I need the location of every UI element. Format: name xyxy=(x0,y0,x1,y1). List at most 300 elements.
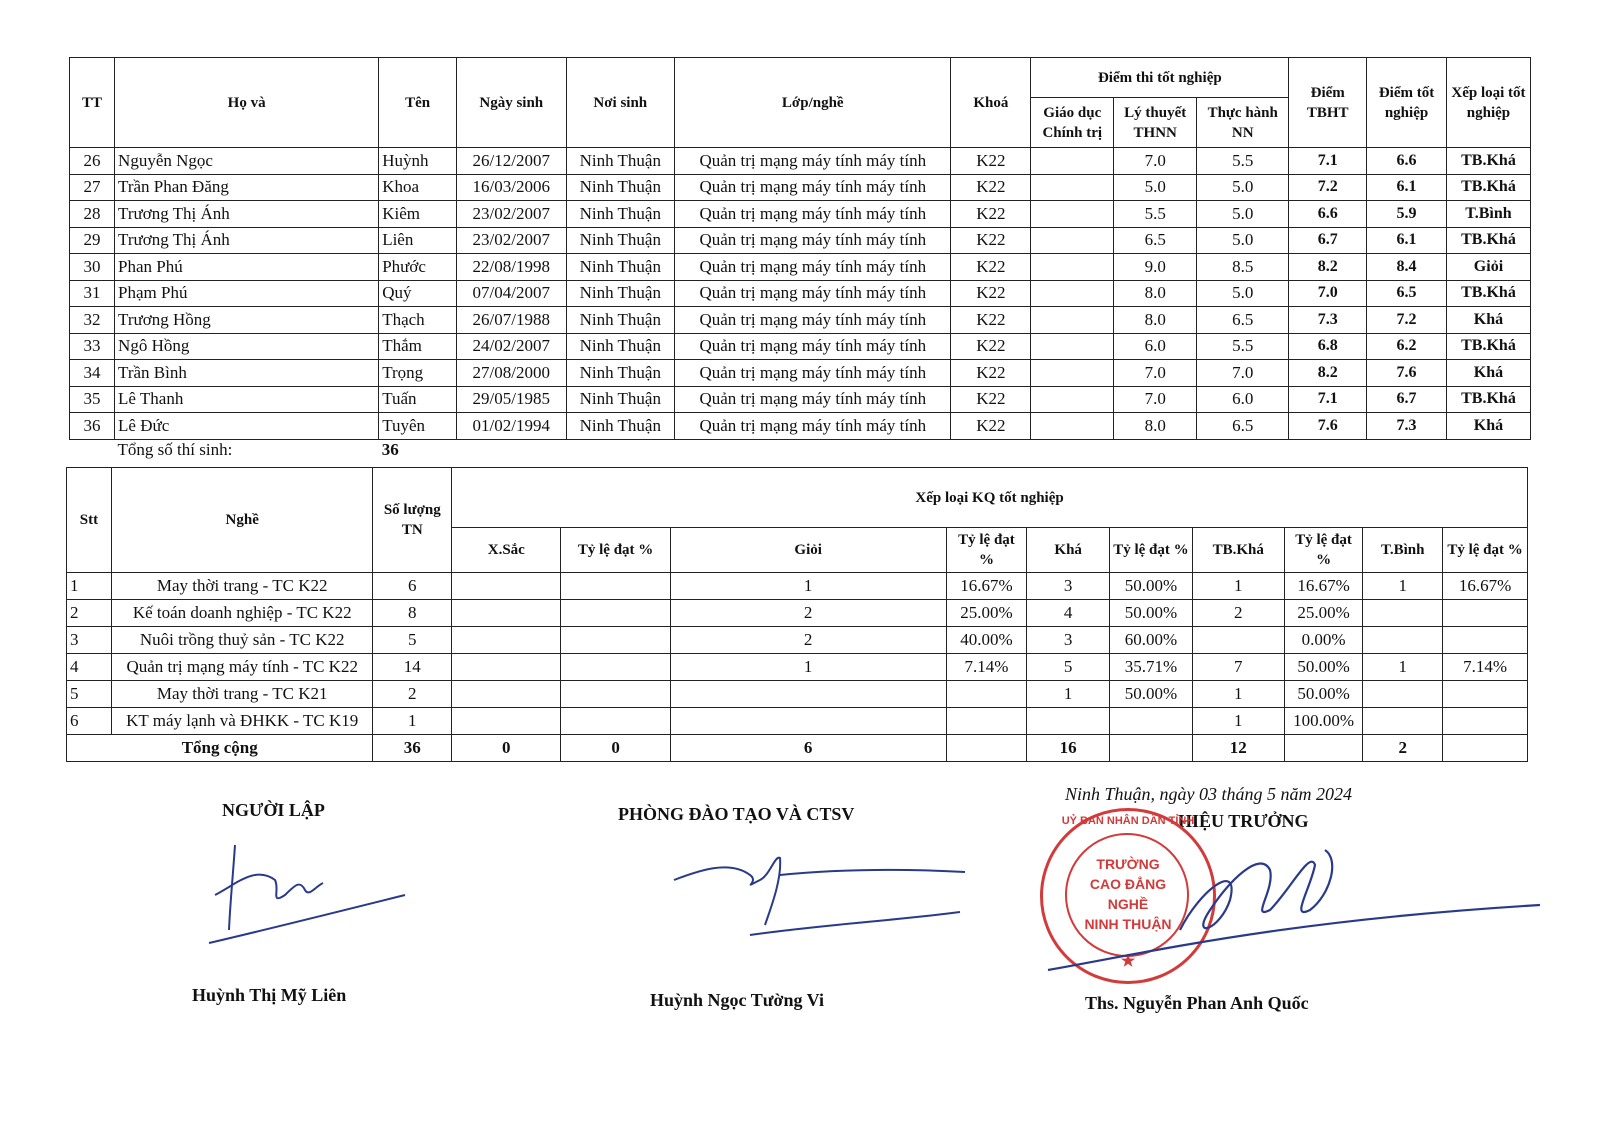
sum-row-nghe: Nuôi trồng thuỷ sản - TC K22 xyxy=(111,627,373,654)
row-lop-nghe: Quản trị mạng máy tính máy tính xyxy=(675,148,951,175)
phong-signature xyxy=(670,850,970,950)
graduation-results-table xyxy=(69,57,1531,460)
row-ho: Trần Bình xyxy=(115,360,379,387)
phong-title: PHÒNG ĐÀO TẠO VÀ CTSV xyxy=(618,804,855,824)
row-diem-tbht: 7.6 xyxy=(1289,413,1367,440)
row-ten: Phước xyxy=(379,254,457,281)
sum-row-kha: 1 xyxy=(1027,681,1110,708)
summary-row xyxy=(67,627,1528,654)
row-tt: 36 xyxy=(70,413,115,440)
sum-row-stt: 5 xyxy=(67,681,112,708)
row-ten: Trọng xyxy=(379,360,457,387)
row-thuc-hanh: 6.5 xyxy=(1197,307,1289,334)
row-noi-sinh: Ninh Thuận xyxy=(566,280,675,307)
row-khoa: K22 xyxy=(951,148,1031,175)
row-xep-loai: TB.Khá xyxy=(1446,148,1530,175)
sum-row-kha-tl: 50.00% xyxy=(1110,681,1193,708)
summary-total-tbk: 12 xyxy=(1192,735,1284,762)
row-ly-thuyet: 6.0 xyxy=(1114,333,1197,360)
row-ly-thuyet: 9.0 xyxy=(1114,254,1197,281)
sum-row-gioi-tl: 7.14% xyxy=(946,654,1027,681)
sum-row-tbk: 1 xyxy=(1192,681,1284,708)
sum-row-gioi-tl xyxy=(946,681,1027,708)
row-xep-loai: T.Bình xyxy=(1446,201,1530,228)
row-ten: Huỳnh xyxy=(379,148,457,175)
table-row xyxy=(70,333,1531,360)
sum-row-stt: 2 xyxy=(67,600,112,627)
total-row xyxy=(70,439,1531,460)
row-noi-sinh: Ninh Thuận xyxy=(566,360,675,387)
row-ngay-sinh: 26/12/2007 xyxy=(456,148,566,175)
summary-row xyxy=(67,600,1528,627)
sum-col-stt: Stt xyxy=(67,468,112,573)
row-thuc-hanh: 7.0 xyxy=(1197,360,1289,387)
sum-col-tyle-tbkha: Tỷ lệ đạt % xyxy=(1284,528,1363,573)
row-noi-sinh: Ninh Thuận xyxy=(566,333,675,360)
sum-row-kha-tl: 35.71% xyxy=(1110,654,1193,681)
summary-row xyxy=(67,708,1528,735)
sum-row-xs-tl xyxy=(561,708,670,735)
row-xep-loai: Giỏi xyxy=(1446,254,1530,281)
row-noi-sinh: Ninh Thuận xyxy=(566,148,675,175)
sum-row-nghe: Quản trị mạng máy tính - TC K22 xyxy=(111,654,373,681)
row-ly-thuyet: 7.0 xyxy=(1114,386,1197,413)
row-lop-nghe: Quản trị mạng máy tính máy tính xyxy=(675,227,951,254)
col-ly-thuyet: Lý thuyết THNN xyxy=(1114,98,1197,148)
sum-row-xs xyxy=(452,654,561,681)
row-tt: 28 xyxy=(70,201,115,228)
sum-row-tb xyxy=(1363,681,1443,708)
sum-row-stt: 4 xyxy=(67,654,112,681)
sum-col-xep-loai: Xếp loại KQ tốt nghiệp xyxy=(452,468,1528,528)
sum-row-xs-tl xyxy=(561,654,670,681)
row-gdct xyxy=(1031,333,1114,360)
row-tt: 34 xyxy=(70,360,115,387)
row-ten: Khoa xyxy=(379,174,457,201)
row-lop-nghe: Quản trị mạng máy tính máy tính xyxy=(675,386,951,413)
hieu-truong-signature xyxy=(1040,830,1550,980)
sum-col-tbinh: T.Bình xyxy=(1363,528,1443,573)
nguoi-lap-title: NGƯỜI LẬP xyxy=(222,800,325,820)
row-gdct xyxy=(1031,227,1114,254)
sum-row-xs-tl xyxy=(561,681,670,708)
sum-row-xs xyxy=(452,600,561,627)
sum-col-tyle-gioi: Tỷ lệ đạt % xyxy=(946,528,1027,573)
summary-table xyxy=(66,467,1528,762)
sum-row-xs-tl xyxy=(561,573,670,600)
sum-row-sl: 6 xyxy=(373,573,452,600)
summary-row xyxy=(67,654,1528,681)
summary-row xyxy=(67,681,1528,708)
sum-col-tyle-kha: Tỷ lệ đạt % xyxy=(1110,528,1193,573)
table-body xyxy=(70,148,1531,440)
col-thuc-hanh: Thực hành NN xyxy=(1197,98,1289,148)
row-lop-nghe: Quản trị mạng máy tính máy tính xyxy=(675,307,951,334)
sum-row-kha: 4 xyxy=(1027,600,1110,627)
row-ngay-sinh: 23/02/2007 xyxy=(456,227,566,254)
row-ten: Kiêm xyxy=(379,201,457,228)
row-tt: 32 xyxy=(70,307,115,334)
table-row xyxy=(70,360,1531,387)
table-row xyxy=(70,413,1531,440)
summary-body xyxy=(67,573,1528,735)
sum-row-sl: 2 xyxy=(373,681,452,708)
row-lop-nghe: Quản trị mạng máy tính máy tính xyxy=(675,333,951,360)
table-header xyxy=(70,58,1531,148)
col-tt: TT xyxy=(70,58,115,148)
row-diem-tn: 6.1 xyxy=(1367,174,1447,201)
summary-total-xs-tl: 0 xyxy=(561,735,670,762)
sum-row-tbk-tl: 16.67% xyxy=(1284,573,1363,600)
sum-row-gioi-tl xyxy=(946,708,1027,735)
row-ten: Tuyên xyxy=(379,413,457,440)
row-tt: 30 xyxy=(70,254,115,281)
row-xep-loai: Khá xyxy=(1446,307,1530,334)
sum-row-stt: 3 xyxy=(67,627,112,654)
sum-row-tbk-tl: 50.00% xyxy=(1284,654,1363,681)
row-xep-loai: TB.Khá xyxy=(1446,280,1530,307)
row-diem-tbht: 7.2 xyxy=(1289,174,1367,201)
sum-row-nghe: May thời trang - TC K22 xyxy=(111,573,373,600)
row-ho: Phạm Phú xyxy=(115,280,379,307)
row-diem-tn: 6.7 xyxy=(1367,386,1447,413)
hieu-truong-name: Ths. Nguyễn Phan Anh Quốc xyxy=(1085,993,1309,1013)
row-noi-sinh: Ninh Thuận xyxy=(566,413,675,440)
row-gdct xyxy=(1031,360,1114,387)
row-diem-tn: 6.5 xyxy=(1367,280,1447,307)
row-khoa: K22 xyxy=(951,227,1031,254)
row-ten: Liên xyxy=(379,227,457,254)
row-gdct xyxy=(1031,280,1114,307)
sum-row-tbk: 1 xyxy=(1192,708,1284,735)
row-tt: 26 xyxy=(70,148,115,175)
sum-row-nghe: Kế toán doanh nghiệp - TC K22 xyxy=(111,600,373,627)
sum-row-tbk-tl: 25.00% xyxy=(1284,600,1363,627)
row-diem-tbht: 7.1 xyxy=(1289,386,1367,413)
col-diem-tn: Điểm tốt nghiệp xyxy=(1367,58,1447,148)
sum-row-kha-tl xyxy=(1110,708,1193,735)
row-ngay-sinh: 26/07/1988 xyxy=(456,307,566,334)
row-noi-sinh: Ninh Thuận xyxy=(566,254,675,281)
col-ten: Tên xyxy=(379,58,457,148)
row-diem-tbht: 8.2 xyxy=(1289,360,1367,387)
row-diem-tn: 7.6 xyxy=(1367,360,1447,387)
sum-row-tb xyxy=(1363,600,1443,627)
summary-total-gioi: 6 xyxy=(670,735,946,762)
summary-row xyxy=(67,573,1528,600)
table-row xyxy=(70,148,1531,175)
sum-row-kha xyxy=(1027,708,1110,735)
row-gdct xyxy=(1031,201,1114,228)
row-xep-loai: TB.Khá xyxy=(1446,174,1530,201)
row-thuc-hanh: 5.5 xyxy=(1197,333,1289,360)
hieu-truong-title: HIỆU TRƯỞNG xyxy=(1178,811,1309,831)
sum-row-stt: 6 xyxy=(67,708,112,735)
row-lop-nghe: Quản trị mạng máy tính máy tính xyxy=(675,174,951,201)
table-row xyxy=(70,201,1531,228)
sum-row-gioi-tl: 40.00% xyxy=(946,627,1027,654)
row-ly-thuyet: 5.5 xyxy=(1114,201,1197,228)
sum-row-tbk-tl: 50.00% xyxy=(1284,681,1363,708)
nguoi-lap-name: Huỳnh Thị Mỹ Liên xyxy=(192,985,347,1005)
row-noi-sinh: Ninh Thuận xyxy=(566,201,675,228)
sum-col-tyle-xs: Tỷ lệ đạt % xyxy=(561,528,670,573)
row-ngay-sinh: 01/02/1994 xyxy=(456,413,566,440)
sum-row-xs xyxy=(452,681,561,708)
row-gdct xyxy=(1031,174,1114,201)
row-ly-thuyet: 6.5 xyxy=(1114,227,1197,254)
table-row xyxy=(70,280,1531,307)
row-diem-tbht: 7.3 xyxy=(1289,307,1367,334)
row-diem-tbht: 6.8 xyxy=(1289,333,1367,360)
row-thuc-hanh: 5.0 xyxy=(1197,174,1289,201)
row-khoa: K22 xyxy=(951,413,1031,440)
sum-row-xs xyxy=(452,708,561,735)
sum-row-tb xyxy=(1363,627,1443,654)
stamp-line-2: CAO ĐẲNG xyxy=(1089,876,1167,892)
row-khoa: K22 xyxy=(951,333,1031,360)
stamp-line-4: NINH THUẬN xyxy=(1084,916,1172,932)
summary-total-row xyxy=(67,735,1528,762)
sum-row-kha: 3 xyxy=(1027,627,1110,654)
sum-row-gioi: 1 xyxy=(670,654,946,681)
sum-col-kha: Khá xyxy=(1027,528,1110,573)
col-xep-loai: Xếp loại tốt nghiệp xyxy=(1446,58,1530,148)
row-ho: Trần Phan Đăng xyxy=(115,174,379,201)
row-ly-thuyet: 8.0 xyxy=(1114,280,1197,307)
sum-row-tbk: 7 xyxy=(1192,654,1284,681)
sum-row-tb-tl xyxy=(1443,600,1528,627)
sum-row-sl: 8 xyxy=(373,600,452,627)
sum-row-kha: 3 xyxy=(1027,573,1110,600)
row-ten: Thạch xyxy=(379,307,457,334)
row-diem-tn: 6.1 xyxy=(1367,227,1447,254)
sum-row-nghe: KT máy lạnh và ĐHKK - TC K19 xyxy=(111,708,373,735)
row-khoa: K22 xyxy=(951,201,1031,228)
row-ho: Lê Thanh xyxy=(115,386,379,413)
row-diem-tbht: 6.6 xyxy=(1289,201,1367,228)
summary-total-tb: 2 xyxy=(1363,735,1443,762)
col-diem-tbht: Điểm TBHT xyxy=(1289,58,1367,148)
sum-row-sl: 1 xyxy=(373,708,452,735)
row-ngay-sinh: 07/04/2007 xyxy=(456,280,566,307)
col-ho: Họ và xyxy=(115,58,379,148)
sum-col-tbkha: TB.Khá xyxy=(1192,528,1284,573)
row-ly-thuyet: 5.0 xyxy=(1114,174,1197,201)
row-ho: Trương Hồng xyxy=(115,307,379,334)
table-row xyxy=(70,254,1531,281)
col-khoa: Khoá xyxy=(951,58,1031,148)
row-ngay-sinh: 27/08/2000 xyxy=(456,360,566,387)
row-diem-tn: 7.3 xyxy=(1367,413,1447,440)
sum-col-gioi: Giỏi xyxy=(670,528,946,573)
row-khoa: K22 xyxy=(951,386,1031,413)
place-date: Ninh Thuận, ngày 03 tháng 5 năm 2024 xyxy=(1065,784,1353,804)
row-ngay-sinh: 16/03/2006 xyxy=(456,174,566,201)
row-xep-loai: Khá xyxy=(1446,360,1530,387)
row-tt: 29 xyxy=(70,227,115,254)
sum-row-gioi-tl: 16.67% xyxy=(946,573,1027,600)
col-diem-thi: Điểm thi tốt nghiệp xyxy=(1031,58,1289,98)
col-gdct: Giáo dục Chính trị xyxy=(1031,98,1114,148)
row-xep-loai: TB.Khá xyxy=(1446,386,1530,413)
row-noi-sinh: Ninh Thuận xyxy=(566,227,675,254)
row-ten: Quý xyxy=(379,280,457,307)
row-khoa: K22 xyxy=(951,174,1031,201)
col-noi-sinh: Nơi sinh xyxy=(566,58,675,148)
row-tt: 27 xyxy=(70,174,115,201)
stamp-star-icon: ★ xyxy=(1120,953,1136,970)
row-ly-thuyet: 7.0 xyxy=(1114,360,1197,387)
sum-row-tb-tl xyxy=(1443,627,1528,654)
sum-row-tb-tl xyxy=(1443,681,1528,708)
row-ten: Thắm xyxy=(379,333,457,360)
row-ho: Phan Phú xyxy=(115,254,379,281)
table-row xyxy=(70,227,1531,254)
row-noi-sinh: Ninh Thuận xyxy=(566,307,675,334)
row-khoa: K22 xyxy=(951,254,1031,281)
sum-row-gioi: 1 xyxy=(670,573,946,600)
row-ly-thuyet: 7.0 xyxy=(1114,148,1197,175)
row-ho: Lê Đức xyxy=(115,413,379,440)
nguoi-lap-signature xyxy=(205,835,415,950)
summary-total-xs: 0 xyxy=(452,735,561,762)
row-lop-nghe: Quản trị mạng máy tính máy tính xyxy=(675,360,951,387)
row-diem-tbht: 7.1 xyxy=(1289,148,1367,175)
row-ho: Ngô Hồng xyxy=(115,333,379,360)
stamp-line-1: TRƯỜNG xyxy=(1096,856,1160,872)
sum-row-tb-tl: 7.14% xyxy=(1443,654,1528,681)
sum-row-gioi: 2 xyxy=(670,627,946,654)
sum-row-tb-tl: 16.67% xyxy=(1443,573,1528,600)
sum-row-xs xyxy=(452,573,561,600)
sum-row-xs xyxy=(452,627,561,654)
row-lop-nghe: Quản trị mạng máy tính máy tính xyxy=(675,254,951,281)
row-tt: 31 xyxy=(70,280,115,307)
sum-row-kha-tl: 50.00% xyxy=(1110,573,1193,600)
row-diem-tn: 7.2 xyxy=(1367,307,1447,334)
table-row xyxy=(70,386,1531,413)
row-khoa: K22 xyxy=(951,280,1031,307)
row-diem-tbht: 7.0 xyxy=(1289,280,1367,307)
row-ho: Trương Thị Ánh xyxy=(115,227,379,254)
row-diem-tn: 8.4 xyxy=(1367,254,1447,281)
row-ngay-sinh: 23/02/2007 xyxy=(456,201,566,228)
table-row xyxy=(70,174,1531,201)
sum-row-sl: 14 xyxy=(373,654,452,681)
row-xep-loai: TB.Khá xyxy=(1446,227,1530,254)
sum-row-tb xyxy=(1363,708,1443,735)
sum-row-tbk-tl: 0.00% xyxy=(1284,627,1363,654)
row-gdct xyxy=(1031,148,1114,175)
row-noi-sinh: Ninh Thuận xyxy=(566,174,675,201)
row-ngay-sinh: 24/02/2007 xyxy=(456,333,566,360)
summary-total-sl: 36 xyxy=(373,735,452,762)
row-ho: Trương Thị Ánh xyxy=(115,201,379,228)
sum-row-tb: 1 xyxy=(1363,654,1443,681)
phong-name: Huỳnh Ngọc Tường Vi xyxy=(650,990,824,1010)
row-thuc-hanh: 5.5 xyxy=(1197,148,1289,175)
row-diem-tn: 5.9 xyxy=(1367,201,1447,228)
row-tt: 33 xyxy=(70,333,115,360)
row-xep-loai: TB.Khá xyxy=(1446,333,1530,360)
table-row xyxy=(70,307,1531,334)
row-gdct xyxy=(1031,386,1114,413)
sum-col-tyle-tbinh: Tỷ lệ đạt % xyxy=(1443,528,1528,573)
row-khoa: K22 xyxy=(951,360,1031,387)
col-ngay-sinh: Ngày sinh xyxy=(456,58,566,148)
stamp-ring-text: UỶ BAN NHÂN DÂN TỈNH xyxy=(1061,815,1195,827)
sum-row-tb-tl xyxy=(1443,708,1528,735)
row-xep-loai: Khá xyxy=(1446,413,1530,440)
row-ngay-sinh: 29/05/1985 xyxy=(456,386,566,413)
sum-col-xsac: X.Sắc xyxy=(452,528,561,573)
row-diem-tbht: 8.2 xyxy=(1289,254,1367,281)
sum-row-xs-tl xyxy=(561,600,670,627)
row-thuc-hanh: 5.0 xyxy=(1197,201,1289,228)
sum-row-nghe: May thời trang - TC K21 xyxy=(111,681,373,708)
sum-row-kha-tl: 50.00% xyxy=(1110,600,1193,627)
row-ho: Nguyễn Ngọc xyxy=(115,148,379,175)
row-thuc-hanh: 5.0 xyxy=(1197,280,1289,307)
row-thuc-hanh: 6.0 xyxy=(1197,386,1289,413)
row-gdct xyxy=(1031,413,1114,440)
total-label: Tổng số thí sinh: xyxy=(117,439,233,459)
row-gdct xyxy=(1031,307,1114,334)
sum-row-kha-tl: 60.00% xyxy=(1110,627,1193,654)
sum-row-gioi xyxy=(670,681,946,708)
row-thuc-hanh: 6.5 xyxy=(1197,413,1289,440)
sum-row-gioi-tl: 25.00% xyxy=(946,600,1027,627)
total-value: 36 xyxy=(381,439,399,459)
row-diem-tn: 6.2 xyxy=(1367,333,1447,360)
row-ly-thuyet: 8.0 xyxy=(1114,413,1197,440)
sum-col-so-luong: Số lượng TN xyxy=(373,468,452,573)
summary-header xyxy=(67,468,1528,573)
sum-row-gioi: 2 xyxy=(670,600,946,627)
sum-row-tb: 1 xyxy=(1363,573,1443,600)
row-ly-thuyet: 8.0 xyxy=(1114,307,1197,334)
row-thuc-hanh: 5.0 xyxy=(1197,227,1289,254)
row-tt: 35 xyxy=(70,386,115,413)
stamp-line-3: NGHỀ xyxy=(1107,896,1149,912)
col-lop-nghe: Lớp/nghề xyxy=(675,58,951,148)
sum-row-xs-tl xyxy=(561,627,670,654)
sum-row-sl: 5 xyxy=(373,627,452,654)
sum-row-stt: 1 xyxy=(67,573,112,600)
row-ngay-sinh: 22/08/1998 xyxy=(456,254,566,281)
sum-row-gioi xyxy=(670,708,946,735)
row-lop-nghe: Quản trị mạng máy tính máy tính xyxy=(675,201,951,228)
row-diem-tn: 6.6 xyxy=(1367,148,1447,175)
sum-col-nghe: Nghề xyxy=(111,468,373,573)
sum-row-tbk xyxy=(1192,627,1284,654)
sum-row-tbk: 2 xyxy=(1192,600,1284,627)
summary-total-kha: 16 xyxy=(1027,735,1110,762)
row-lop-nghe: Quản trị mạng máy tính máy tính xyxy=(675,413,951,440)
row-ten: Tuấn xyxy=(379,386,457,413)
sum-row-tbk: 1 xyxy=(1192,573,1284,600)
row-gdct xyxy=(1031,254,1114,281)
row-thuc-hanh: 8.5 xyxy=(1197,254,1289,281)
sum-row-tbk-tl: 100.00% xyxy=(1284,708,1363,735)
row-lop-nghe: Quản trị mạng máy tính máy tính xyxy=(675,280,951,307)
sum-row-kha: 5 xyxy=(1027,654,1110,681)
row-noi-sinh: Ninh Thuận xyxy=(566,386,675,413)
summary-total-label: Tổng cộng xyxy=(67,735,373,762)
row-khoa: K22 xyxy=(951,307,1031,334)
row-diem-tbht: 6.7 xyxy=(1289,227,1367,254)
